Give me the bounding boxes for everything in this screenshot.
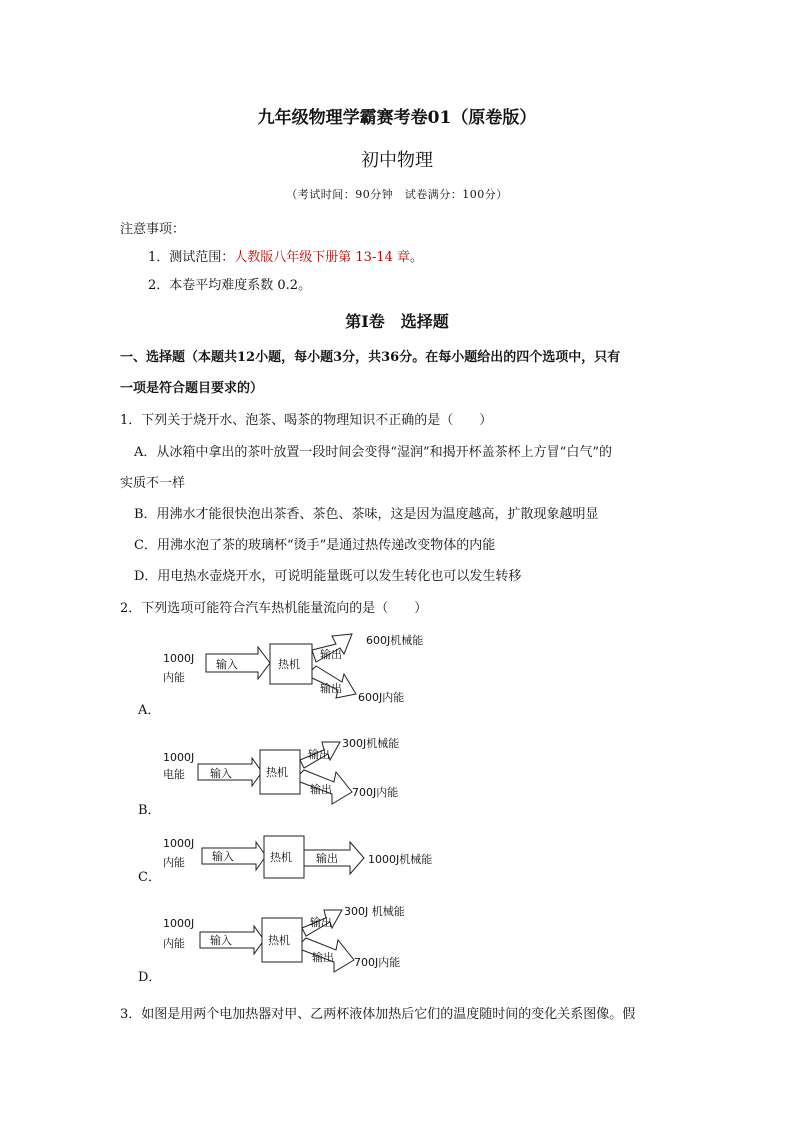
input-energy-amount: 1000J [163, 652, 195, 665]
option-d-letter: D． [138, 970, 162, 985]
input-energy-type: 内能 [163, 671, 185, 684]
section-instructions-line2: 一项是符合题目要求的） [120, 381, 264, 396]
output-arrow-bottom-label: 输出 [312, 951, 334, 964]
output-arrow-label: 输出 [316, 852, 338, 865]
input-energy-type: 内能 [163, 856, 185, 869]
option-a-letter: A． [138, 703, 161, 718]
heat-engine-label: 热机 [270, 851, 292, 864]
input-arrow-label: 输入 [210, 767, 232, 780]
notes-heading: 注意事项： [120, 222, 186, 237]
question-1-option-d: D．用电热水壶烧开水，可说明能量既可以发生转化也可以发生转移 [134, 569, 522, 584]
option-c-letter: C． [138, 870, 161, 885]
page-title: 九年级物理学霸赛考卷01（原卷版） [257, 108, 537, 128]
test-scope-highlight: 人教版八年级下册第 13-14 章 [234, 250, 411, 265]
notes-item-1-suffix: 。 [410, 250, 424, 265]
input-energy-type: 电能 [163, 768, 185, 781]
subject-title: 初中物理 [361, 150, 433, 171]
question-2-stem: 2．下列选项可能符合汽车热机能量流向的是（ ） [120, 601, 428, 616]
notes-item-1-prefix: 1．测试范围： [148, 250, 235, 265]
input-energy-amount: 1000J [163, 751, 195, 764]
section-title: 第Ⅰ卷 选择题 [345, 312, 449, 331]
output-energy-bottom: 700J内能 [354, 956, 401, 969]
output-energy-bottom: 700J内能 [352, 786, 399, 799]
output-energy-top: 600J机械能 [366, 634, 424, 647]
heat-engine-label: 热机 [268, 934, 290, 947]
input-arrow-label: 输入 [212, 850, 234, 863]
notes-item-1 [148, 246, 423, 265]
question-1-stem: 1．下列关于烧开水、泡茶、喝茶的物理知识不正确的是（ ） [120, 413, 493, 428]
energy-flow-diagram-d [130, 898, 460, 990]
exam-info: （考试时间：90分钟 试卷满分：100分） [286, 188, 508, 201]
input-energy-amount: 1000J [163, 917, 195, 930]
output-arrow-top-label: 输出 [320, 648, 342, 661]
question-1-option-c: C．用沸水泡了茶的玻璃杯“烫手”是通过热传递改变物体的内能 [134, 538, 496, 553]
question-3-stem: 3．如图是用两个电加热器对甲、乙两杯液体加热后它们的温度随时间的变化关系图像。假 [120, 1007, 636, 1022]
heat-engine-label: 热机 [266, 766, 288, 779]
input-arrow-label: 输入 [210, 934, 232, 947]
output-energy-top: 300J 机械能 [344, 905, 405, 918]
question-1-option-a-line1: A．从冰箱中拿出的茶叶放置一段时间会变得“湿润”和揭开杯盖茶杯上方冒“白气”的 [134, 445, 612, 460]
energy-flow-diagram-b [130, 730, 460, 822]
output-energy-top: 300J机械能 [342, 737, 400, 750]
output-arrow-top-label: 输出 [310, 916, 332, 929]
input-energy-type: 内能 [163, 937, 185, 950]
input-arrow-label: 输入 [216, 658, 238, 671]
question-1-option-a-line2: 实质不一样 [120, 476, 186, 491]
question-1-option-b: B．用沸水才能很快泡出茶香、茶色、茶味，这是因为温度越高，扩散现象越明显 [134, 507, 599, 522]
energy-flow-diagram-a [130, 626, 460, 722]
input-energy-amount: 1000J [163, 837, 195, 850]
heat-engine-label: 热机 [278, 658, 300, 671]
energy-flow-diagram-c [130, 830, 460, 890]
output-arrow-top-label: 输出 [308, 748, 330, 761]
output-arrow-bottom-label: 输出 [310, 783, 332, 796]
output-energy: 1000J机械能 [368, 853, 433, 866]
notes-item-2: 2．本卷平均难度系数 0.2。 [148, 278, 312, 293]
output-arrow-bottom-label: 输出 [320, 682, 342, 695]
section-instructions-line1: 一、选择题（本题共12小题，每小题3分，共36分。在每小题给出的四个选项中，只有 [120, 350, 621, 365]
output-energy-bottom: 600J内能 [358, 691, 405, 704]
option-b-letter: B． [138, 803, 161, 818]
